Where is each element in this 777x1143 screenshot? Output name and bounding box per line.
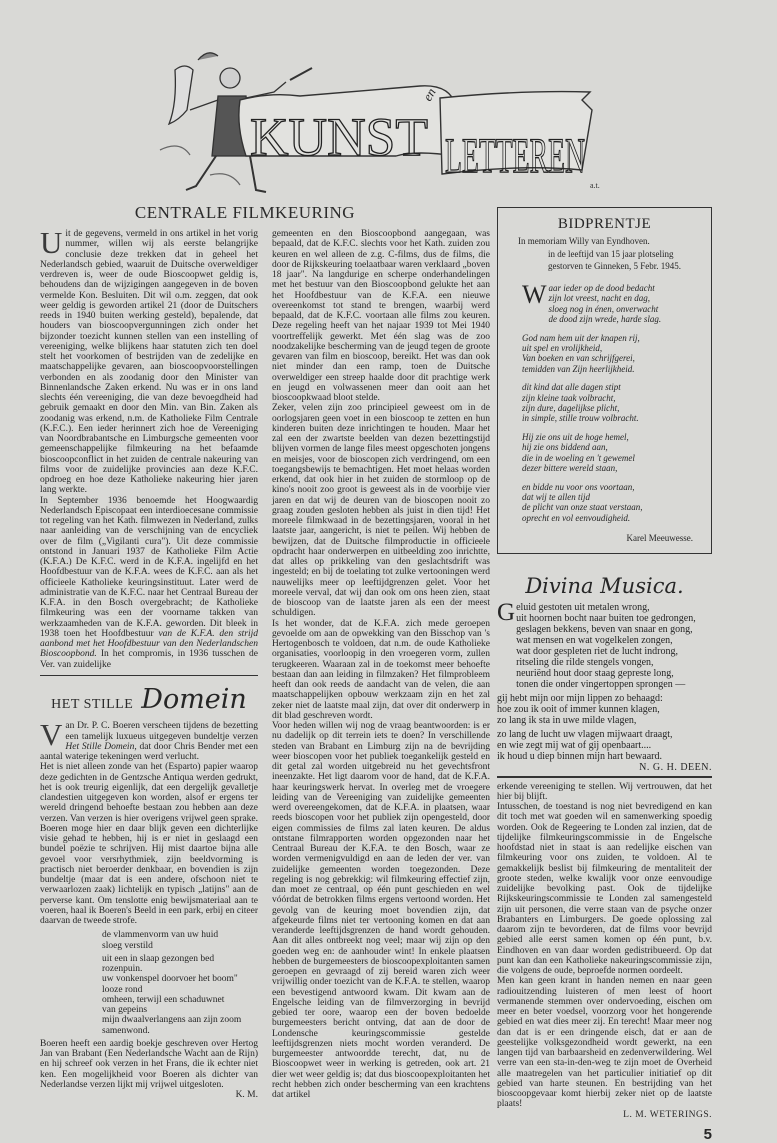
poem-stanza [102, 930, 258, 951]
paragraph: Men kan geen krant in handen nemen en naar geen radiouitzending luisteren of men leest of hoort vermanende stemmen over ondervoeding, eischen om meer en beter voedsel, voorzorg voor het hongerende gebied en wat dies meer zij. En terecht! Maar meer nog dan dat is er een dringende eisch, dat er aan de geestelijke volksgezondheid wordt gewerkt, na een langen tijd van barbaarsheid en zedenverwildering. Wel verre van een sta-in-den-weg te zijn moet de Overheid alle maatregelen van het particulier initiatief op dit gebied van harte steunen. En bestrijding van het bioscoopgevaar komt hierbij zeker niet op de laatste plaats! [497, 976, 712, 1110]
article-title-domein [40, 684, 258, 715]
poem-line: en wie zegt mij wat of gij openbaart.... [497, 740, 652, 752]
poem-line: de plicht van onze staat verstaan, [522, 502, 643, 513]
poem-line: looze rond [102, 984, 143, 995]
poem-stanza [497, 729, 712, 762]
memoriam-detail: in de leeftijd van 15 jaar plotseling [548, 249, 674, 259]
poem-line: gij hebt mijn oor mijn lippen zo behaagd: [497, 693, 663, 705]
poem-line: sloeg verstild [102, 940, 153, 951]
poem-line: oprecht en vol eenvoudigheid. [522, 512, 631, 523]
italic-text: van de K.F.A. den strijd aanbond met het Hoofdbestuur van den Nederlandschen Bioscoopbond. [40, 628, 258, 660]
poem-line: zijn kleine taak volbracht, [522, 392, 616, 403]
poem-line: God nam hem uit der knapen rij, [522, 332, 640, 343]
poem-line: geslagen bekkens, beven van snaar en gong, [516, 624, 693, 636]
poem-line: wat door gespleten riet de lucht indrong, [516, 646, 678, 658]
left-columns [40, 225, 490, 1100]
left-region [40, 203, 490, 1100]
poem-line: Hij zie ons uit de hoge hemel, [522, 431, 629, 442]
paragraph-text: In het compromis, in 1936 tusschen de Ver. van zuidelijke [40, 649, 258, 670]
paragraph-text: In September 1936 benoemde het Hoogwaardig Nederlandsch Episcopaat een interdioecesane commissie tot regeling van het Kath. filmwezen in Nederland, zulks naar aanleiding van de verschijning van de encycliek over de film („Vigilanti cura"). Uit deze commissie ontstond in Januari 1937 de Katholieke Film Actie (K.F.A.) De K.F.C. werd in de K.F.A. ingelijfd en het Hoofdbestuur van de K.F.A. wees de K.F.C. aan als het officieele Katholieke keuringsinstituut. Later werd de administratie van de K.F.C. naar het Centraal Bureau der K.F.A. in den Bosch overgebracht; de Katholieke filmkeuring was een der voorname takken van werkzaamheden van de K.F.A. geworden. Dit bleek in 1938 toen het Hoofdbestuur [40, 495, 258, 639]
filmkeuring-column-1 [40, 225, 258, 670]
poem-line: zijn lot vreest, nacht en dag, [548, 293, 650, 304]
paragraph-text: an Dr. P. C. Boeren verscheen tijdens de bezetting een tamelijk luxueus uitgegeven bundeltje verzen [65, 721, 258, 742]
poem-stanza [522, 432, 711, 474]
paragraph-text: , dat door Chris Bender met een aantal waterige tekeningen werd verlucht. [40, 741, 258, 762]
poem-stanza [549, 283, 662, 325]
poem-stanza [522, 333, 711, 375]
poem-line: zo lang de lucht uw vlagen mijwaart draagt, [497, 729, 673, 741]
paragraph: Zeker, velen zijn zoo principieel geweest om in de oorlogsjaren geen voet in een bioscoop te zetten en hun kinderen buiten deze inrichtingen te houden. Maar het zal een der zwartste beelden van dezen bezettingstijd blijven vormen de lange files meest opgeschoten jongens en meisjes, voor de bioscopen zich verdringend, om een toegangsbewijs te bemachtigen. Het moet helaas worden erkend, dat ook hier in het zuiden de stormloop op de kino's nooit zoo groot is geweest als in de voorbije vier jaren en dat wij de deuren van de bioscopen nooit zo graag zouden gesloten hebben als juist in dien tijd! Het moreele filmkwaad in de bezettingsjaren, vooral in het laatste jaar, aangericht, is niet te peilen. Wij hebben de bewijzen, dat de Duitsche filmproductie in officieele opdracht haar onderwerpen en uitbeelding zoo inrichtte, dat alles op prikkeling van den geslachtsdrift was ingesteld; en bij de toelating tot zulke vertooningen werd nauwelijks meer op leeftijdgrenzen gelet. Voor het moreele verval, dat wij dan ook om ons heen zien, staat de bioscoop van de laatste jaren als een der meest schuldigen. [272, 403, 490, 619]
column-2 [272, 229, 490, 1100]
column-1 [40, 225, 258, 1100]
poem-line: aar ieder op de dood bedacht [548, 283, 655, 293]
poem-line: wat mensen en wat vogelkelen zongen, [516, 635, 673, 647]
poem-line: Van boeken en van schrijfgerei, [522, 353, 635, 364]
quoted-poem [102, 930, 258, 1036]
paragraph [40, 717, 258, 762]
poem-line: dit kind dat alle dagen stipt [522, 382, 621, 393]
poem-line: ritseling die rilde stengels vongen, [516, 657, 654, 669]
poem-line: rozenpuin. [102, 964, 143, 974]
poem-line: de dood zijn wrede, harde slag. [548, 314, 662, 325]
poem-line: eluid gestoten uit metalen wrong, [516, 602, 650, 614]
paragraph: Is het wonder, dat de K.F.A. zich mede geroepen gevoelde om aan de opwekking van den Bisschop van 's Hertogenbosch te voldoen, dat n.m. de oude Katholieke organisaties, voorloopig in den vroegeren vorm, zullen terugkeeren. Waaraan zal in de toekomst meer behoefte bestaan dan aan leiding in filmzaken? Het filmprobleem heeft dan ook reeds de aandacht van de velen, die aan maatschappelijken opbouw werkzaam zijn en het zal zeker niet de laatste maal zijn, dat over dit onderwerp in dit blad geschreven wordt. [272, 618, 490, 721]
poem-line: zo lang ik sta in uwe milde vlagen, [497, 715, 637, 727]
poem-line: temidden van Zijn heerlijkheid. [522, 363, 635, 374]
author-signature: L. M. WETERINGS. [623, 1109, 712, 1120]
poem-line: ik houd u diep binnen mijn hart bewaard. [497, 751, 662, 763]
title-script: Domein [141, 684, 247, 716]
drop-cap: V [40, 717, 63, 753]
poem-title-divina-musica: Divina Musica. [525, 574, 684, 599]
author-signature: Karel Meeuwesse. [626, 533, 693, 544]
poem-line: uit spel en vrolijkheid, [522, 343, 603, 354]
poem-line: sloeg nog in énen, onverwacht [548, 303, 659, 314]
bidprentje-box [497, 207, 712, 554]
poem-line: samenwond. [102, 1025, 150, 1036]
poem-line: dat wij te allen tijd [522, 491, 590, 502]
article-title-filmkeuring: CENTRALE FILMKEURING [134, 203, 356, 222]
masthead-word-kunst: KUNST [250, 107, 429, 167]
paragraph: Voor heden willen wij nog de vraag beantwoorden: is er nu dadelijk op dit terrein iets te doen? In verschillende steden van Brabant en Limburg zijn na de bevrijding weer bioscopen voor het publiek toegankelijk gesteld en dit getal zal worden uitgebreid nu het gevechtsfront ineenzakte. Het ligt daarom voor de hand, dat de K.F.A. haar keuringswerk hervat. In overleg met de vroegere leiding van de Vereeniging van zuidelijke gemeenten werd overeengekomen, dat de K.F.A. in plaatsen, waar reeds bioscopen voor het publiek zijn opengesteld, door eigen commissies de films zal laten keuren. De aldus ontstane filmrapporten worden opgezonden naar het Centraal Bureau der K.F.A. te den Bosch, waar ze worden vermenigvuldigd en aan de leden der ver. van zuidelijke gemeenten worden toegezonden. Deze regeling is nog gebrekkig: wil filmkeuring effectief zijn, dan moet ze centraal, op één punt geschieden en wel vóórdat de betrokken films ergens vertoond worden. Het gevolg van de keuring moet bovendien zijn, dat afgekeurde films niet ter vertooning komen en dat aan veranderde leeftijdsgrenzen de hand wordt gehouden. Aan dit alles ontbreekt nog veel; maar wij zijn op den goeden weg en: de aanhouder wint! In enkele plaatsen hebben de burgemeesters de bioscoopexploitanten samen geroepen en gevraagd of zij bereid waren zich weer vrijwillig onder toezicht van de K.F.A. te stellen, waarop een bevestigend antwoord kwam. Dit kwam aan de Engelsche leiding van de filmverzorging in bevrijd gebied ter oore, waarop een der boven bedoelde burgemeesters bericht ontving, dat aan de door de Londensche keuringscommissie gestelde leeftijdsgrenzen niets mocht worden veranderd. De burgemeester antwoordde terecht, dat, nu de Bioscoopwet weer in werking is getreden, ook art. 21 dier wet weer geldig is; dat dus bioscoopexploitanten het recht hebben zich onder bescherming van een krachtens dat artikel [272, 721, 490, 1100]
memoriam-detail: gestorven te Ginneken, 5 Febr. 1945. [548, 261, 681, 271]
book-title: Het Stille Domein [65, 741, 135, 752]
poem-line: neuriënd hout door staag gepreste long, [516, 668, 674, 680]
drop-cap: W [522, 280, 547, 309]
masthead-connector: en [419, 85, 439, 104]
filmkeuring-column-3 [497, 782, 712, 1120]
memoriam-line: In memoriam Willy van Eyndhoven. [518, 236, 650, 246]
masthead-illustration [140, 40, 610, 200]
paragraph-text: it de gegevens, vermeld in ons artikel in het vorig nummer, willen wij als eerste belangrijke conclusie deze trekken dat in geheel het Nederlandsch gebied, waaruit de Duitsche overweldiger verdreven is, weer de oude Bioscoopwet geldig is, behoudens dan de wijzigingen aangegeven in de boven vermelde Kon. Besluiten. Dit wil o.m. zeggen, dat ook weer geldig is geworden artikel 21 (door de Duitschers reeds in 1940 buiten werking gesteld), bepalende, dat houders van bioscoopvergunningen zich onder het bijzonder toezicht kunnen stellen van een instelling of vereeniging, welke blijkens haar statuten zich ten doel stelt het voorkomen of bestrijden van de zedelijke en maatschappelijke gevaren, aan bioscoopvoorstellingen verbonden en als zoodanig door den Minister van Binnenlandsche Zaken erkend. Nu was er in ons land slechts één vereeniging, die van deze bevoegdheid had gebruik gemaakt en door den Min. van Bin. Zaken als zoodanig was erkend, n.m. de Katholieke Film Centrale (K.F.C.). Een ieder herinnert zich hoe de Vereeniging van Noordbrabantsche en Limburgsche gemeenten voor gemeenschappelijke filmkeuring na het befaamde bioscoopconflict in het zuiden de centrale nakeuring van films voor de zuidelijke provincies aan deze K.F.C. opdroeg en hoe deze Katholieke nakeuring hier jaren lang werkte. [40, 229, 258, 496]
poem-line: zijn dure, dagelijkse plicht, [522, 403, 620, 414]
author-signature: N. G. H. DEEN. [639, 762, 712, 774]
poem-line: mijn dwaalverlangens aan zijn zoom [102, 1015, 242, 1026]
paragraph: Boeren heeft een aardig boekje geschreven over Hertog Jan van Brabant (Een Nederlandsche Wacht aan de Rijn) en hij schreef ook verzen in het Frans, die ik echter niet ken. Een mogelijkheid voor Boeren als dichter van Nederlandse verzen lijkt mij vrijwel uitgesloten. [40, 1038, 258, 1090]
poem-stanza [522, 382, 711, 424]
poem-line: hoe zou ik ooit of immer kunnen klagen, [497, 704, 660, 716]
poem-line: van gepeins [102, 1005, 148, 1015]
author-signature: K. M. [235, 1090, 258, 1100]
divider [40, 675, 258, 677]
title-caps: HET STILLE [51, 697, 134, 713]
poem-line: tonen die onder vingertoppen sprongen — [516, 679, 686, 691]
poem-line: uit een in slaap gezongen bed [102, 953, 215, 964]
poem-stanza [497, 693, 712, 726]
poem-line: omheen, terwijl een schaduwnet [102, 994, 225, 1005]
bidprentje-title: BIDPRENTJE [557, 216, 652, 232]
poem-stanza [516, 602, 696, 690]
drop-cap: G [497, 599, 516, 627]
paragraph [40, 496, 258, 670]
poem-line: hij zie ons biddend aan, [522, 442, 608, 453]
filmkeuring-column-2 [272, 229, 490, 1100]
page-number: 5 [703, 1125, 712, 1143]
paragraph: Het is niet alleen zonde van het (Esparto) papier waarop deze gedichten in de Gentzsche Antiqua werden gedrukt, het is ook treurig eigenlijk, dat een dergelijk gevalletje clandestien uitgegeven kon worden, alsof er ergens ter wereld dringend behoefte bestaan zou hebben aan deze verzen. Van verzen is hier overigens vrijwel geen sprake. Boeren moge hier en daar blijk geven een dichterlijke visie gehad te hebben, hij is er niet in geslaagd een bundel poëzie te schrijven. Hij mist daartoe bijna alle gevoel voor versrhythmiek, zijn beeldvorming is practisch niet beroerder denkbaar, en bovendien is zijn bundeltje (maar dat is een andere, ofschoon niet te verwaarlozen zaak) lichtelijk en typisch „latijns" aan de perverse kant. Om tenslotte enig bewijsmateriaal aan te voeren, haal ik Boeren's Beeld in een park, erbij en citeer daarvan de tweede strofe. [40, 762, 258, 926]
paragraph: Intusschen, de toestand is nog niet bevredigend en kan dit toch met wat goeden wil en samenwerking spoedig worden. Ook de Regeering te Londen zal inzien, dat de tijdelijke filmkeuringscommissie in de Engelsche hoofdstad niet in staat is aan redelijke eischen van filmkeuring voor ons zuiden, te voldoen. Al te gemakkelijk beslist bij filmkeuring de mentaliteit der groote steden, welke kwalijk voor onze eenvoudige zuidelijke bevolking past. Ook de tijdelijke Rijkskeuringscommissie te Londen zal samengesteld zijn uit personen, die verre staan van de psyche onzer Brabanters en Limburgers. De goede oplossing zal daarom zijn te bevorderen, dat de films voor bevrijd gebied alle eerst samen komen op één punt, b.v. Eindhoven en van daar worden gedistribueerd. Op dat punt kan dan een Katholieke nakeuringscommissie zijn, die volgens de oude, beproefde normen oordeelt. [497, 802, 712, 977]
poem-line: en bidde nu voor ons voortaan, [522, 481, 635, 492]
domein-article-body [40, 717, 258, 1100]
column-3 [497, 207, 712, 1143]
poem-stanza [522, 482, 711, 524]
paragraph: erkende vereeniging te stellen. Wij vertrouwen, dat het hier bij blijft. [497, 781, 712, 802]
drop-cap: U [40, 225, 63, 260]
paragraph: gemeenten en den Bioscoopbond aangegaan, was bepaald, dat de K.F.C. slechts voor het Kath. zuiden zou keuren en wel alleen de z.g. C-films, dus de films, die door de Rijkskeuring toelaatbaar waren verklaard „boven 18 jaar". Na langdurige en scherpe onderhandelingen met het bestuur van den Bioscoopbond gelukte het aan het Hoofdbestuur van de K.F.A. een nieuwe overeenkomst tot stand te brengen, waarbij werd bepaald, dat de K.F.C. voortaan alle films zou keuren. Deze regeling heeft van het najaar 1939 tot Mei 1940 voortreffelijk gewerkt. Met één slag was de zoo noodzakelijke bescherming van de jeugd tegen de groote gevaren van film en bioscoop, bereikt. Het was dan ook niet minder dan een ramp, toen de Duitsche overweldiger een streep haalde door dit prachtige werk en jeugd en volwassenen meer dan ooit aan het bioscoopkwaad bloot stelde. [272, 229, 490, 403]
divider [497, 776, 712, 778]
bidprentje-poem [522, 280, 711, 523]
poem-line: in simple, stille trouw volbracht. [522, 413, 639, 424]
divina-musica-poem [497, 599, 712, 774]
poem-line: de vlammenvorm van uw huid [102, 930, 219, 941]
poem-line: die in de woeling en 't gewemel [522, 452, 635, 463]
masthead-word-letteren: LETTEREN [445, 127, 585, 183]
poem-stanza [102, 954, 258, 1036]
poem-line: dezer bittere wereld staan, [522, 463, 618, 474]
poem-line: uw vonkenspel doorvoer het boom" [102, 974, 238, 985]
poem-line: uit hoornen bocht naar buiten toe gedrongen, [516, 613, 696, 625]
paragraph [40, 225, 258, 496]
artist-signature: a.t. [590, 181, 600, 190]
